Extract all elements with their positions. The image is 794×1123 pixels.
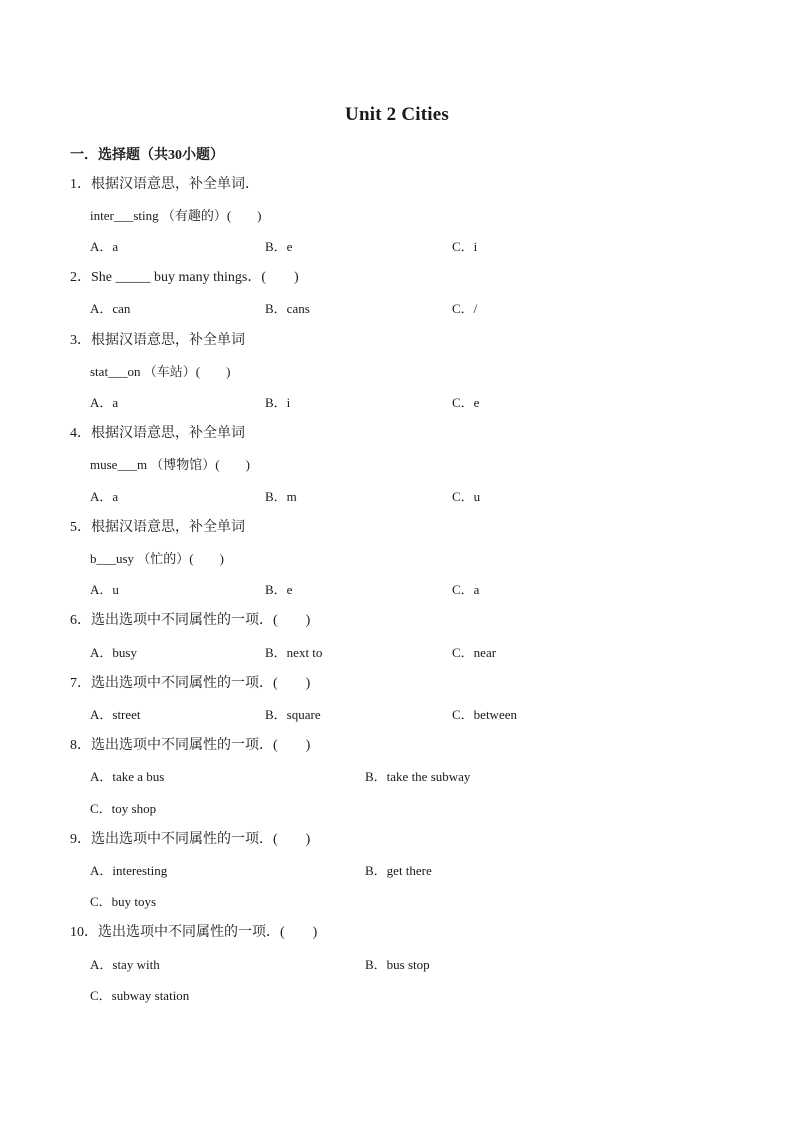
question-8-option-a: A．take a bus bbox=[90, 769, 165, 784]
question-4-prompt: muse___m （博物馆）( ) bbox=[90, 457, 250, 472]
question-8-stem: 8．选出选项中不同属性的一项．( ) bbox=[70, 738, 311, 753]
question-5-option-c: C．a bbox=[452, 582, 480, 597]
question-9-stem: 9．选出选项中不同属性的一项．( ) bbox=[70, 832, 311, 847]
question-9-option-a: A．interesting bbox=[90, 863, 168, 878]
question-3-option-a: A．a bbox=[90, 395, 119, 410]
question-6-option-a: A．busy bbox=[90, 645, 137, 660]
question-5-option-b: B．e bbox=[265, 582, 293, 597]
question-9-option-b: B．get there bbox=[365, 863, 432, 878]
question-10-option-a: A．stay with bbox=[90, 957, 160, 972]
question-5-prompt: b___usy （忙的）( ) bbox=[90, 551, 224, 566]
question-7-option-b: B．square bbox=[265, 707, 321, 722]
question-3-option-c: C．e bbox=[452, 395, 480, 410]
question-9-option-c: C．buy toys bbox=[90, 894, 157, 909]
question-2-option-a: A．can bbox=[90, 301, 131, 316]
question-8-option-c: C．toy shop bbox=[90, 801, 157, 816]
question-7-option-c: C．between bbox=[452, 707, 517, 722]
question-1-option-b: B．e bbox=[265, 239, 293, 254]
question-4-stem: 4．根据汉语意思，补全单词 bbox=[70, 426, 245, 441]
question-1-prompt: inter___sting （有趣的）( ) bbox=[90, 208, 262, 223]
question-5-option-a: A．u bbox=[90, 582, 119, 597]
question-4-option-b: B．m bbox=[265, 489, 297, 504]
question-2-stem: 2．She _____ buy many things．( ) bbox=[70, 270, 299, 285]
question-6-option-c: C．near bbox=[452, 645, 497, 660]
question-3-stem: 3．根据汉语意思，补全单词 bbox=[70, 333, 245, 348]
page-title: Unit 2 Cities bbox=[345, 104, 449, 125]
question-8-option-b: B．take the subway bbox=[365, 769, 471, 784]
question-6-stem: 6．选出选项中不同属性的一项．( ) bbox=[70, 613, 311, 628]
question-1-stem: 1．根据汉语意思，补全单词． bbox=[70, 177, 259, 192]
question-6-option-b: B．next to bbox=[265, 645, 323, 660]
question-2-option-c: C．/ bbox=[452, 301, 478, 316]
question-10-option-c: C．subway station bbox=[90, 988, 190, 1003]
question-1-option-c: C．i bbox=[452, 239, 478, 254]
question-7-stem: 7．选出选项中不同属性的一项．( ) bbox=[70, 676, 311, 691]
question-4-option-c: C．u bbox=[452, 489, 481, 504]
question-3-prompt: stat___on （车站）( ) bbox=[90, 364, 231, 379]
question-1-option-a: A．a bbox=[90, 239, 119, 254]
question-5-stem: 5．根据汉语意思，补全单词 bbox=[70, 520, 245, 535]
question-4-option-a: A．a bbox=[90, 489, 119, 504]
question-3-option-b: B．i bbox=[265, 395, 291, 410]
question-10-option-b: B．bus stop bbox=[365, 957, 430, 972]
section-heading: 一．选择题（共30小题） bbox=[70, 148, 224, 163]
question-7-option-a: A．street bbox=[90, 707, 141, 722]
question-10-stem: 10．选出选项中不同属性的一项．( ) bbox=[70, 925, 318, 940]
question-2-option-b: B．cans bbox=[265, 301, 310, 316]
